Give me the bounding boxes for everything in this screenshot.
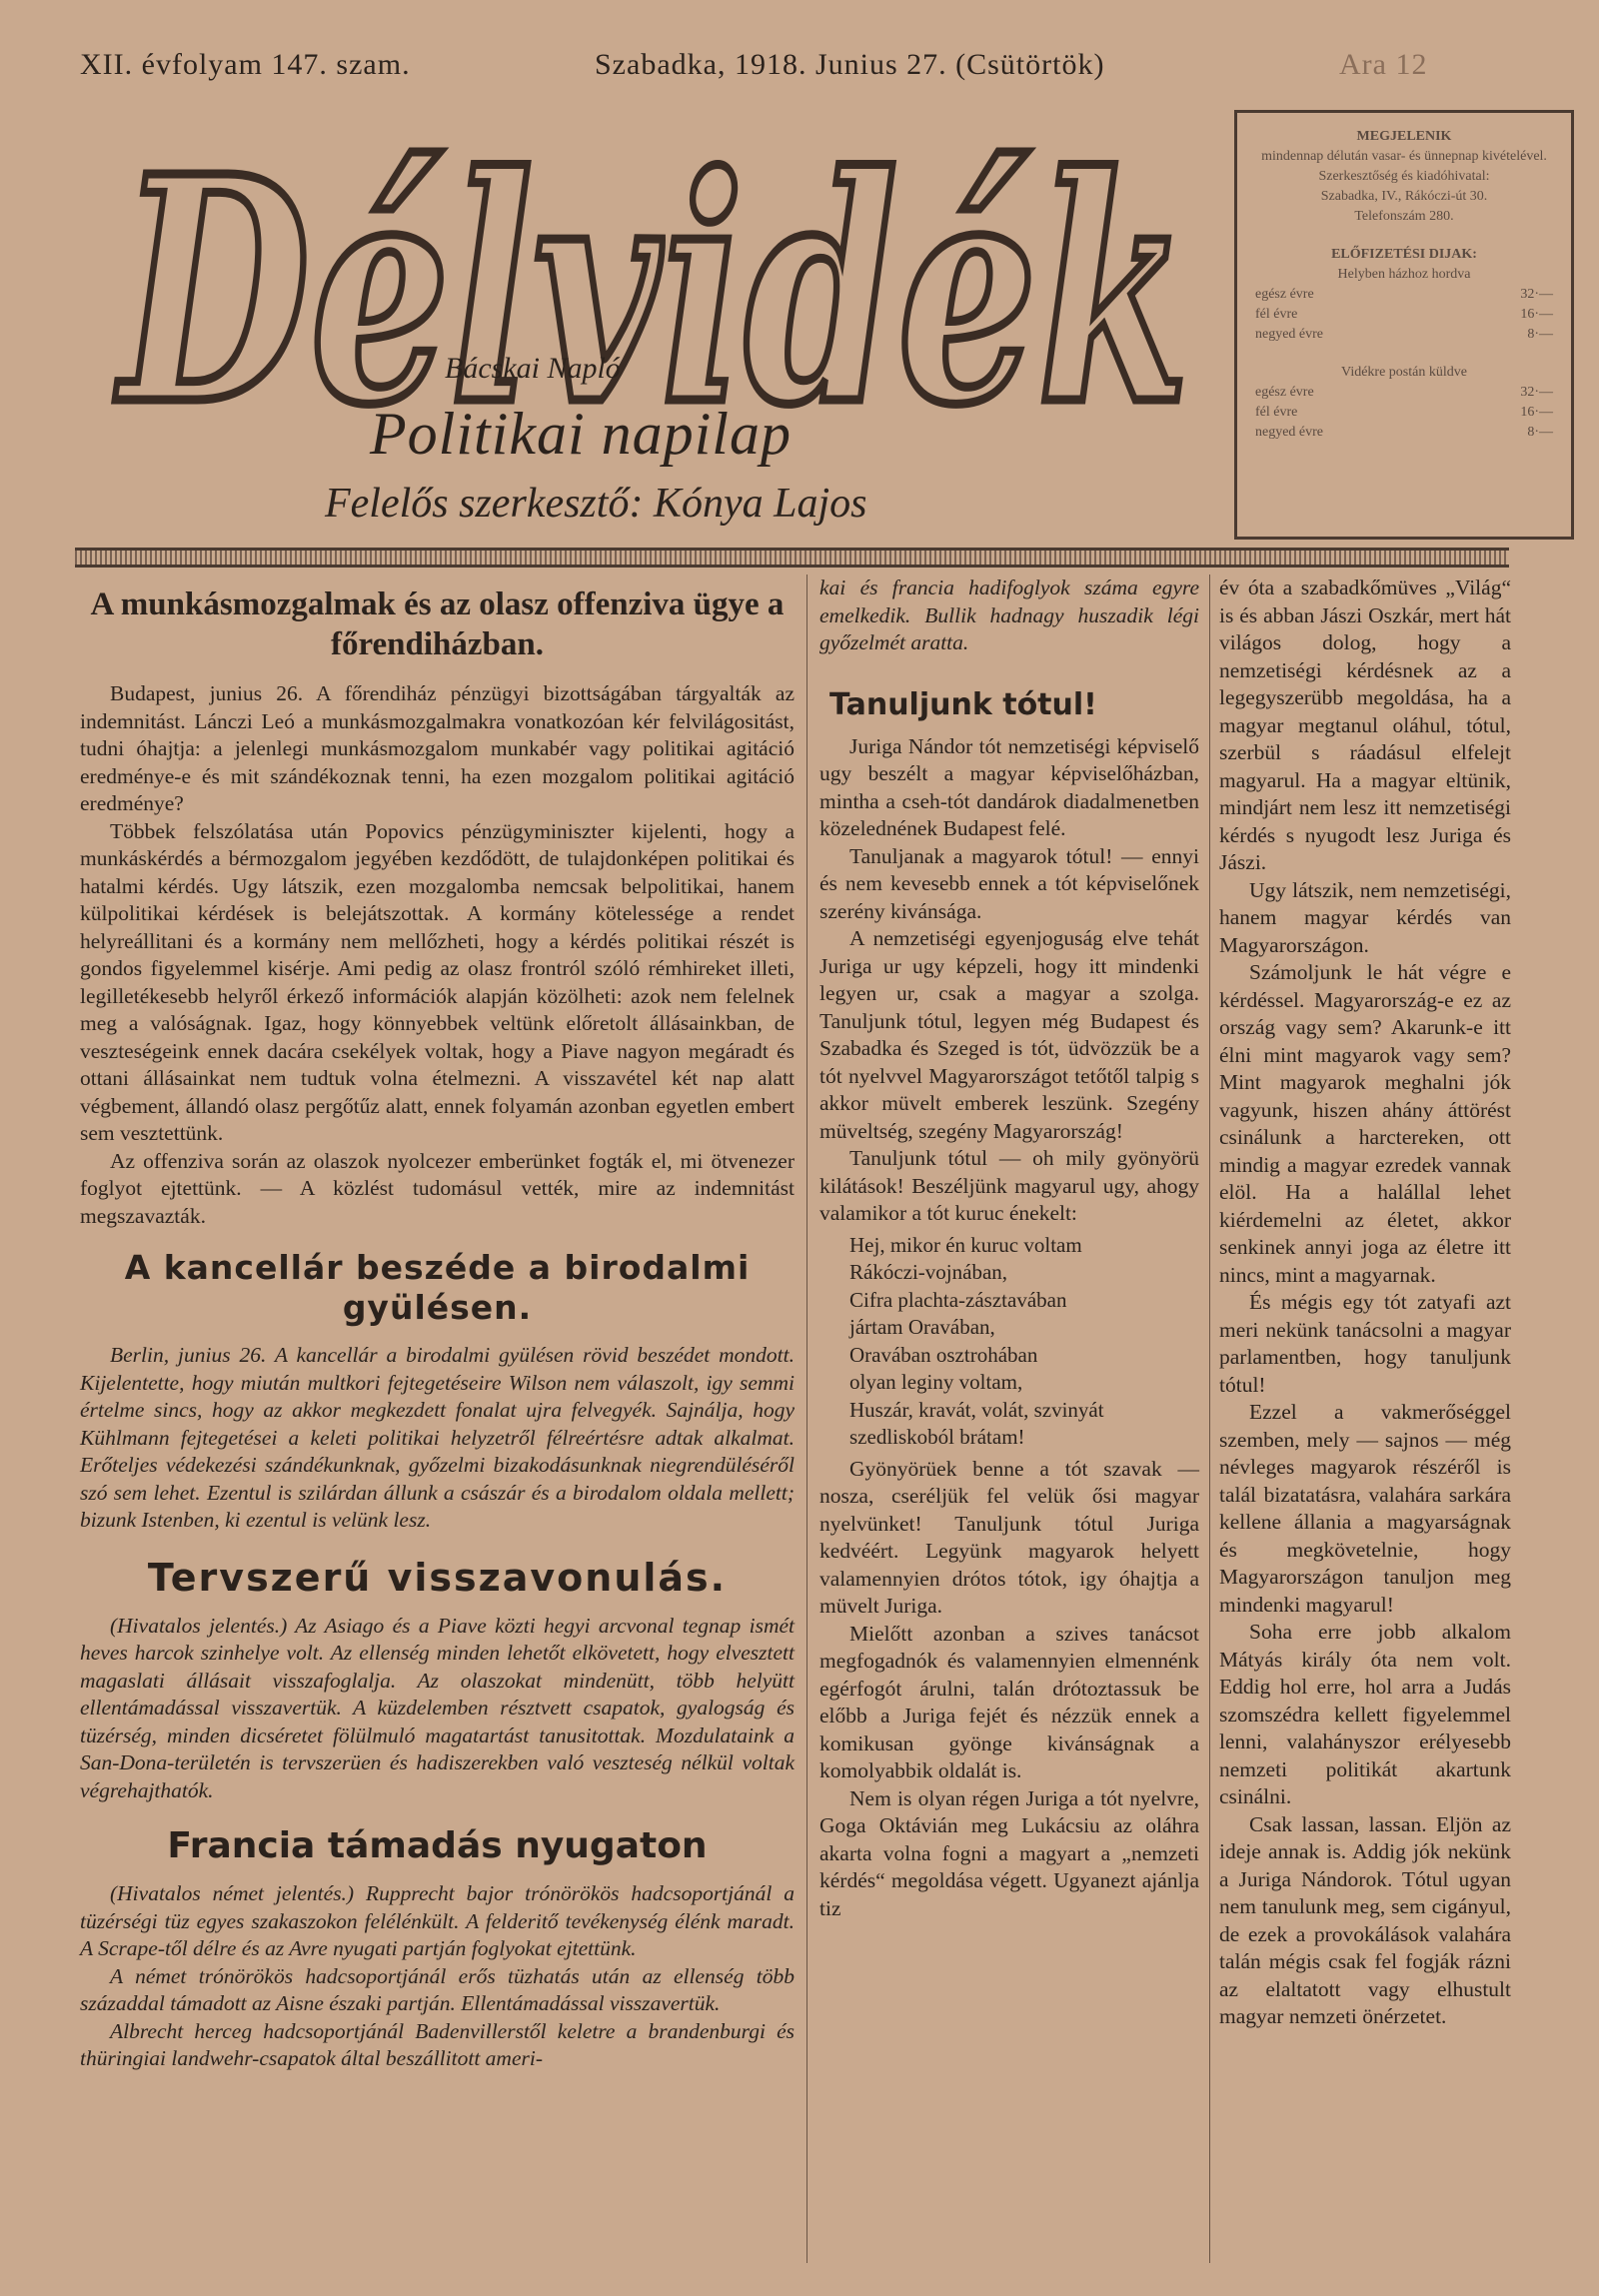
- article-paragraph: Ugy látszik, nem nemzetiségi, hanem magyar kérdés van Magyarországon.: [1219, 877, 1511, 957]
- subscription-box: [1234, 110, 1574, 540]
- column-left: [80, 574, 795, 2073]
- dateline: Szabadka, 1918. Junius 27. (Csütörtök): [595, 48, 1105, 81]
- article-paragraph: (Hivatalos jelentés.) Az Asiago és a Piave közti hegyi arcvonal tegnap ismét heves harcok szinhelye volt. Az ellenség minden lehetőt elkövetett, hogy elvesztett magaslati állásait visszafoglalja. Az olaszokat mindenütt, több helyütt ellentámadással visszavertük. A küzdelemben résztvett csapatok, gyalogság és tüzérség, minden dicséretet fölülmuló magatartást tanusitottak. Mozdulataink a San-Dona-területén is tervszerüen és hadiszerekben való veszteség nélkül voltak végrehajthatók.: [80, 1613, 795, 1802]
- price-row: fél évre 16·—: [1255, 307, 1553, 322]
- price-row: egész évre 32·—: [1255, 385, 1553, 400]
- column-middle: [819, 574, 1199, 1922]
- column-divider: [1209, 574, 1210, 2263]
- local-delivery: Helyben házhoz hordva: [1337, 267, 1471, 282]
- sub-line2: Szerkesztőség és kiadóhivatal:: [1318, 169, 1490, 184]
- article-paragraph: Tanuljunk tótul — oh mily gyönyörü kilátások! Beszéljünk magyarul ugy, ahogy valamikor a tót kuruc énekelt:: [819, 1146, 1199, 1225]
- headline-retreat: Tervszerű visszavonulás.: [147, 1555, 728, 1600]
- carry-over-text: kai és francia hadifoglyok száma egyre emelkedik. Bullik hadnagy huszadik légi győzelmét aratta.: [819, 575, 1199, 654]
- price-row: egész évre 32·—: [1255, 287, 1553, 302]
- sub-line4: Telefonszám 280.: [1354, 209, 1454, 224]
- poem-verse: Hej, mikor én kuruc voltam Rákóczi-vojnában, Cifra plachta-zásztavában jártam Oravában, Oravában osztrohában olyan leginy voltam, Huszár, kravát, volát, szvinyát szedliskoból brátam!: [849, 1232, 1104, 1449]
- article-paragraph: Ezzel a vakmerőséggel szemben, mely — sajnos — még névleges magyarok részéről is talál bizatatásra, valahára sarkára kellene állania a magyarságnak és megkövetelnie, hogy Magyarországon tanuljon meg mindenki magyarul!: [1219, 1400, 1511, 1617]
- subtitle-bacskai: Bácskai Napló: [445, 352, 621, 385]
- article-paragraph: Juriga Nándor tót nemzetiségi képviselő ugy beszélt a magyar képviselőházban, mintha a cseh-tót dandárok diadalmenetben közelednének Budapest felé.: [819, 733, 1199, 840]
- article-paragraph: Albrecht herceg hadcsoportjánál Badenvillerstől keletre a brandenburgi és thüringiai landwehr-csapatok által beszállitott ameri-: [80, 2018, 795, 2070]
- article-paragraph: Berlin, junius 26. A kancellár a birodalmi gyülésen rövid beszédet mondott. Kijelentette, hogy miután multkori fejtegetéseire Wilson nem válaszolt, igy semmi értelme sincs, hogy az akkor megkezdett fonalat ujra felvegyék. Sajnálja, hogy Kühlmann fejtegetései a keleti politikai helyzetről félreértésre adtak alkalmat. Erőteljes védekezési szándékunknak, győzelmi bizakodásunknak niegrendüléséről szó sem lehet. Ezentul is szilárdan állunk a császár és a birodalom oldala mellett; bizunk Istenben, ki ezentul is velünk lesz.: [80, 1343, 795, 1532]
- sub-line1: mindennap délután vasar- és ünnepnap kivételével.: [1261, 149, 1547, 164]
- headline-learn-slovak: Tanuljunk tótul!: [829, 686, 1097, 722]
- editor-line: Felelős szerkesztő: Kónya Lajos: [325, 481, 867, 527]
- prices-heading: ELŐFIZETÉSI DIJAK:: [1331, 247, 1477, 262]
- article-paragraph: Tanuljanak a magyarok tótul! — ennyi és nem kevesebb ennek a tót képviselőnek szerény kivánsága.: [819, 843, 1199, 923]
- article-paragraph: Csak lassan, lassan. Eljön az ideje annak is. Addig jók nekünk a Juriga Nándorok. Tótul ugyan nem tanulunk meg, sem cigányul, de ezek a provokálások valahára talán mégis csak fel fogják rázni az elaltatott vagy elhustult magyar nemzeti önérzetet.: [1219, 1811, 1511, 2028]
- article-paragraph: Budapest, junius 26. A főrendiház pénzügyi bizottságában tárgyalták az indemnitást. Lánczi Leó a munkásmozgalmakra vonatkozóan kér felvilágositást, tudni óhajtja: a jelenlegi munkásmozgalom munkabér vagy politikai agitáció eredménye-e és mit szándékoznak tenni, ha ezen mozgalom politikai agitáció eredménye?: [80, 681, 795, 815]
- article-paragraph: Többek felszólatása után Popovics pénzügyminiszter kijelenti, hogy a munkáskérdés a bérmozgalom jegyében kezdődött, de tulajdonképen politikai és hatalmi kérdés. Ugy látszik, ezen mozgalomba nemcsak belpolitikai, hanem külpolitikai kérdések is belejátszottak. A kormány kötelessége a rendet helyreállitani és a kormány nem mellőzheti, hogy a kérdés politikai részét is gondos figyelemmel kisérje. Ami pedig az olasz frontról szóló rémhireket illeti, legilletékesebb helyről érkező információk alapján közölheti: azok nem felelnek meg a valóságnak. Igaz, hogy könnyebbek veltünk előretolt állásainkban, de veszteségeink ennek dacára csekélyek voltak, hogy a Piave nagyon megáradt és ottani állásainkat nem tudtuk volna ételmezni. A visszavétel két nap alatt végbement, állandó olasz pergőtűz alatt, ennek folyamán azonban egyetlen embert sem vesztettünk.: [80, 818, 795, 1145]
- price-row: negyed évre 8·—: [1255, 327, 1553, 342]
- headline-chancellor: A kancellár beszéde a birodalmi gyülésen.: [124, 1248, 751, 1327]
- article-paragraph: Mielőtt azonban a szives tanácsot megfogadnók és valamennyien elmennénk egérfogót árulni, talán drótoztassuk be előbb a Juriga fejét és nézzük ennek a komikusan gyönge kivánságnak a komolyabbik oldalát is.: [819, 1621, 1199, 1782]
- sub-line3: Szabadka, IV., Rákóczi-út 30.: [1320, 189, 1488, 204]
- price-row: fél évre 16·—: [1255, 405, 1553, 420]
- article-paragraph: Soha erre jobb alkalom Mátyás király óta nem volt. Eddig hol erre, hol arra a Judás szomszédra kellett figyelemmel lenni, valahányszor erélyesebb nemzeti politikát akartunk csinálni.: [1219, 1620, 1511, 1808]
- sub-heading: MEGJELENIK: [1356, 129, 1452, 144]
- headline-labor-movements: A munkásmozgalmak és az olasz offenziva ügye a főrendiházban.: [90, 586, 785, 662]
- column-right: [1219, 574, 1511, 2031]
- article-paragraph: A német trónörökös hadcsoportjánál erős tüzhatás után az ellenség több századdal támadott az Aisne északi partján. Ellentámadással visszavertük.: [80, 1963, 795, 2015]
- logo-title-text: Délvidék: [113, 110, 1190, 474]
- article-paragraph: Nem is olyan régen Juriga a tót nyelvre, Goga Oktávián meg Lukácsiu az oláhra akarta volna fogni a magyart a „nemzeti kérdés“ megoldása végett. Ugyanezt ajánlja tiz: [819, 1785, 1199, 1920]
- article-paragraph: (Hivatalos német jelentés.) Rupprecht bajor trónörökös hadcsoportjánál a tüzérségi tüz egyes szakaszokon felélénkült. A felderitő tevékenység élénk maradt. A Scrape-től délre és az Avre nyugati partján foglyokat ejtettünk.: [80, 1881, 795, 1960]
- masthead: [70, 100, 1553, 570]
- price: Ara 12: [1339, 48, 1428, 81]
- article-paragraph: Az offenziva során az olaszok nyolcezer emberünket fogták el, mi ötvenezer foglyot ejtettünk. — A közlést tudomásul vették, mire az indemnitást megszavazták.: [80, 1148, 795, 1228]
- article-paragraph: És mégis egy tót zatyafi azt meri nekünk tanácsolni a magyar parlamentben, hogy tanuljunk tótul!: [1219, 1290, 1511, 1397]
- issue-info-line: [80, 48, 1469, 92]
- price-row: negyed évre 8·—: [1255, 425, 1553, 440]
- article-paragraph: A nemzetiségi egyenjoguság elve tehát Juriga ur ugy képzeli, hogy itt mindenki legyen ur, csak a magyar a szolga. Tanuljunk tótul, legyen még Budapest és Szabadka és Szeged is tót, üdvözzük be a tót nyelvvel Magyarországot tetőtől talpig s akkor müvelt emberek leszünk. Szegény müveltség, szegény Magyarország!: [819, 926, 1199, 1143]
- post-delivery: Vidékre postán küldve: [1341, 365, 1467, 380]
- column-divider: [806, 574, 807, 2263]
- article-paragraph: Számoljunk le hát végre e kérdéssel. Magyarország-e ez az ország vagy sem? Akarunk-e itt élni mint magyarok vagy sem? Mint magyarok meghalni jók vagyunk, hiszen ahány áttörést csinálunk a harctereken, ott mindig a magyar ezredek vannak elöl. Ha a halállal lehet kiérdemelni az életet, akkor senkinek annyi joga az életre itt nincs, mint a magyarnak.: [1219, 960, 1511, 1287]
- volume-number: XII. évfolyam 147. szam.: [80, 48, 411, 81]
- masthead-rule: [75, 548, 1509, 568]
- headline-french-attack: Francia támadás nyugaton: [167, 1825, 708, 1866]
- article-paragraph: Gyönyörüek benne a tót szavak — nosza, cseréljük fel velük ősi magyar nyelvünket! Tanuljunk tótul Juriga kedvéért. Legyünk magyarok helyett valamennyien drótos tótok, igy óhajtja a müvelt Juriga.: [819, 1456, 1199, 1618]
- subtitle-politikai: Politikai napilap: [370, 401, 792, 467]
- article-paragraph: év óta a szabadkőmüves „Világ“ is és abban Jászi Oszkár, mert hát világos dolog, hogy a nemzetiségi kérdésnek az a legegyszerübb megoldása, ha a magyar megtanul oláhul, tótul, szerbül s ráadásul elfelejt magyarul. Ha a magyar eltünik, mindjárt nem lesz itt nemzetiségi kérdés s nyugodt lesz Juriga és Jászi.: [1219, 575, 1511, 874]
